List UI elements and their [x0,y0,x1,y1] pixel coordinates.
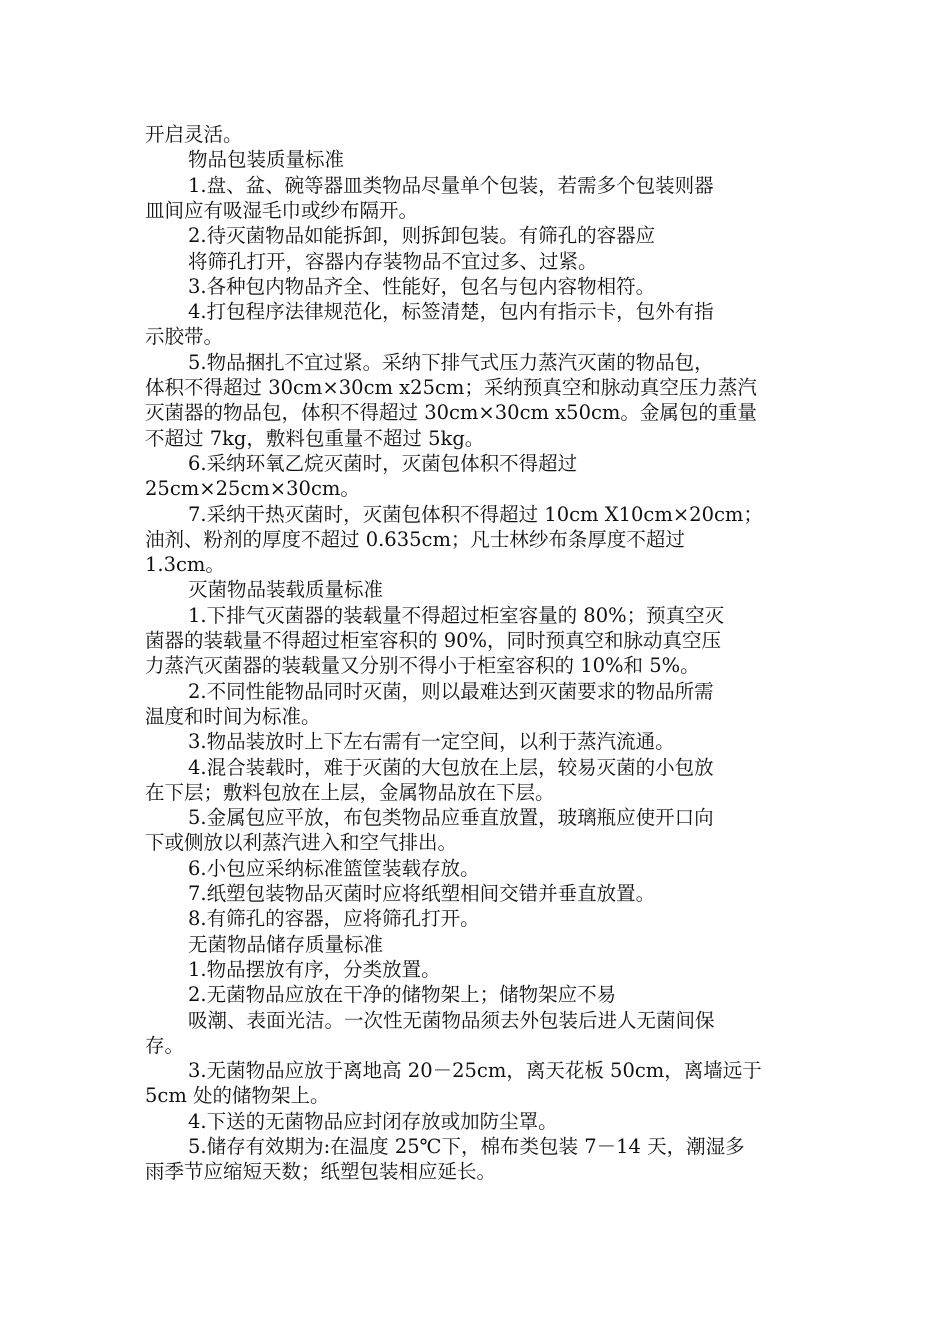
text-line: 温度和时间为标准。 [145,705,321,728]
text-line: 25cm×25cm×30cm。 [145,477,360,500]
text-line: 物品包装质量标准 [188,148,345,171]
text-line: 力蒸汽灭菌器的装载量又分别不得小于柜室容积的 10%和 5%。 [145,654,700,677]
text-line: 7.纸塑包装物品灭菌时应将纸塑相间交错并垂直放置。 [188,882,656,905]
text-line: 2.无菌物品应放在干净的储物架上；储物架应不易 [188,983,617,1006]
text-line: 3.各种包内物品齐全、性能好，包名与包内容物相符。 [188,275,656,298]
text-line: 8.有筛孔的容器，应将筛孔打开。 [188,907,480,930]
text-line: 4.下送的无菌物品应封闭存放或加防尘罩。 [188,1110,558,1133]
text-line: 雨季节应缩短天数；纸塑包装相应延长。 [145,1160,497,1183]
text-line: 灭菌物品装载质量标准 [188,578,384,601]
text-line: 油剂、粉剂的厚度不超过 0.635cm；凡士林纱布条厚度不超过 [145,528,685,551]
text-line: 2.不同性能物品同时灭菌，则以最难达到灭菌要求的物品所需 [188,680,714,703]
text-line: 4.混合装载时，难于灭菌的大包放在上层，较易灭菌的小包放 [188,756,714,779]
text-line: 6.采纳环氧乙烷灭菌时，灭菌包体积不得超过 [188,452,578,475]
text-line: 3.无菌物品应放于离地高 20－25cm，离天花板 50cm，离墙远于 [188,1059,762,1082]
text-line: 2.待灭菌物品如能拆卸，则拆卸包装。有筛孔的容器应 [188,224,656,247]
text-line: 无菌物品储存质量标准 [188,933,384,956]
text-line: 5.储存有效期为:在温度 25℃下，棉布类包装 7－14 天，潮湿多 [188,1135,745,1158]
text-line: 5.物品捆扎不宜过紧。采纳下排气式压力蒸汽灭菌的物品包， [188,351,714,374]
text-line: 3.物品装放时上下左右需有一定空间，以利于蒸汽流通。 [188,730,675,753]
text-line: 菌器的装载量不得超过柜室容积的 90%，同时预真空和脉动真空压 [145,629,722,652]
text-line: 皿间应有吸湿毛巾或纱布隔开。 [145,199,419,222]
text-line: 1.下排气灭菌器的装载量不得超过柜室容量的 80%；预真空灭 [188,604,725,627]
text-line: 1.3cm。 [145,553,225,576]
text-line: 不超过 7kg，敷料包重量不超过 5kg。 [145,427,485,450]
text-line: 1.盘、盆、碗等器皿类物品尽量单个包装，若需多个包装则器 [188,174,714,197]
text-line: 存。 [145,1034,185,1057]
text-line: 5.金属包应平放，布包类物品应垂直放置，玻璃瓶应使开口向 [188,806,714,829]
text-line: 将筛孔打开，容器内存装物品不宜过多、过紧。 [188,250,598,273]
text-line: 下或侧放以利蒸汽进入和空气排出。 [145,831,458,854]
text-line: 吸潮、表面光洁。一次性无菌物品须去外包装后进人无菌间保 [188,1009,715,1032]
text-line: 在下层；敷料包放在上层，金属物品放在下层。 [145,781,555,804]
text-line: 体积不得超过 30cm×30cm x25cm；采纳预真空和脉动真空压力蒸汽 [145,376,757,399]
text-line: 6.小包应采纳标准篮筐装载存放。 [188,857,480,880]
text-line: 5cm 处的储物架上。 [145,1084,330,1107]
text-line: 4.打包程序法律规范化，标签清楚，包内有指示卡，包外有指 [188,300,714,323]
text-line: 1.物品摆放有序，分类放置。 [188,958,441,981]
text-line: 7.采纳干热灭菌时，灭菌包体积不得超过 10cm X10cm×20cm； [188,503,763,526]
text-line: 开启灵活。 [145,123,243,146]
text-line: 示胶带。 [145,325,224,348]
text-line: 灭菌器的物品包，体积不得超过 30cm×30cm x50cm。金属包的重量 [145,401,757,424]
